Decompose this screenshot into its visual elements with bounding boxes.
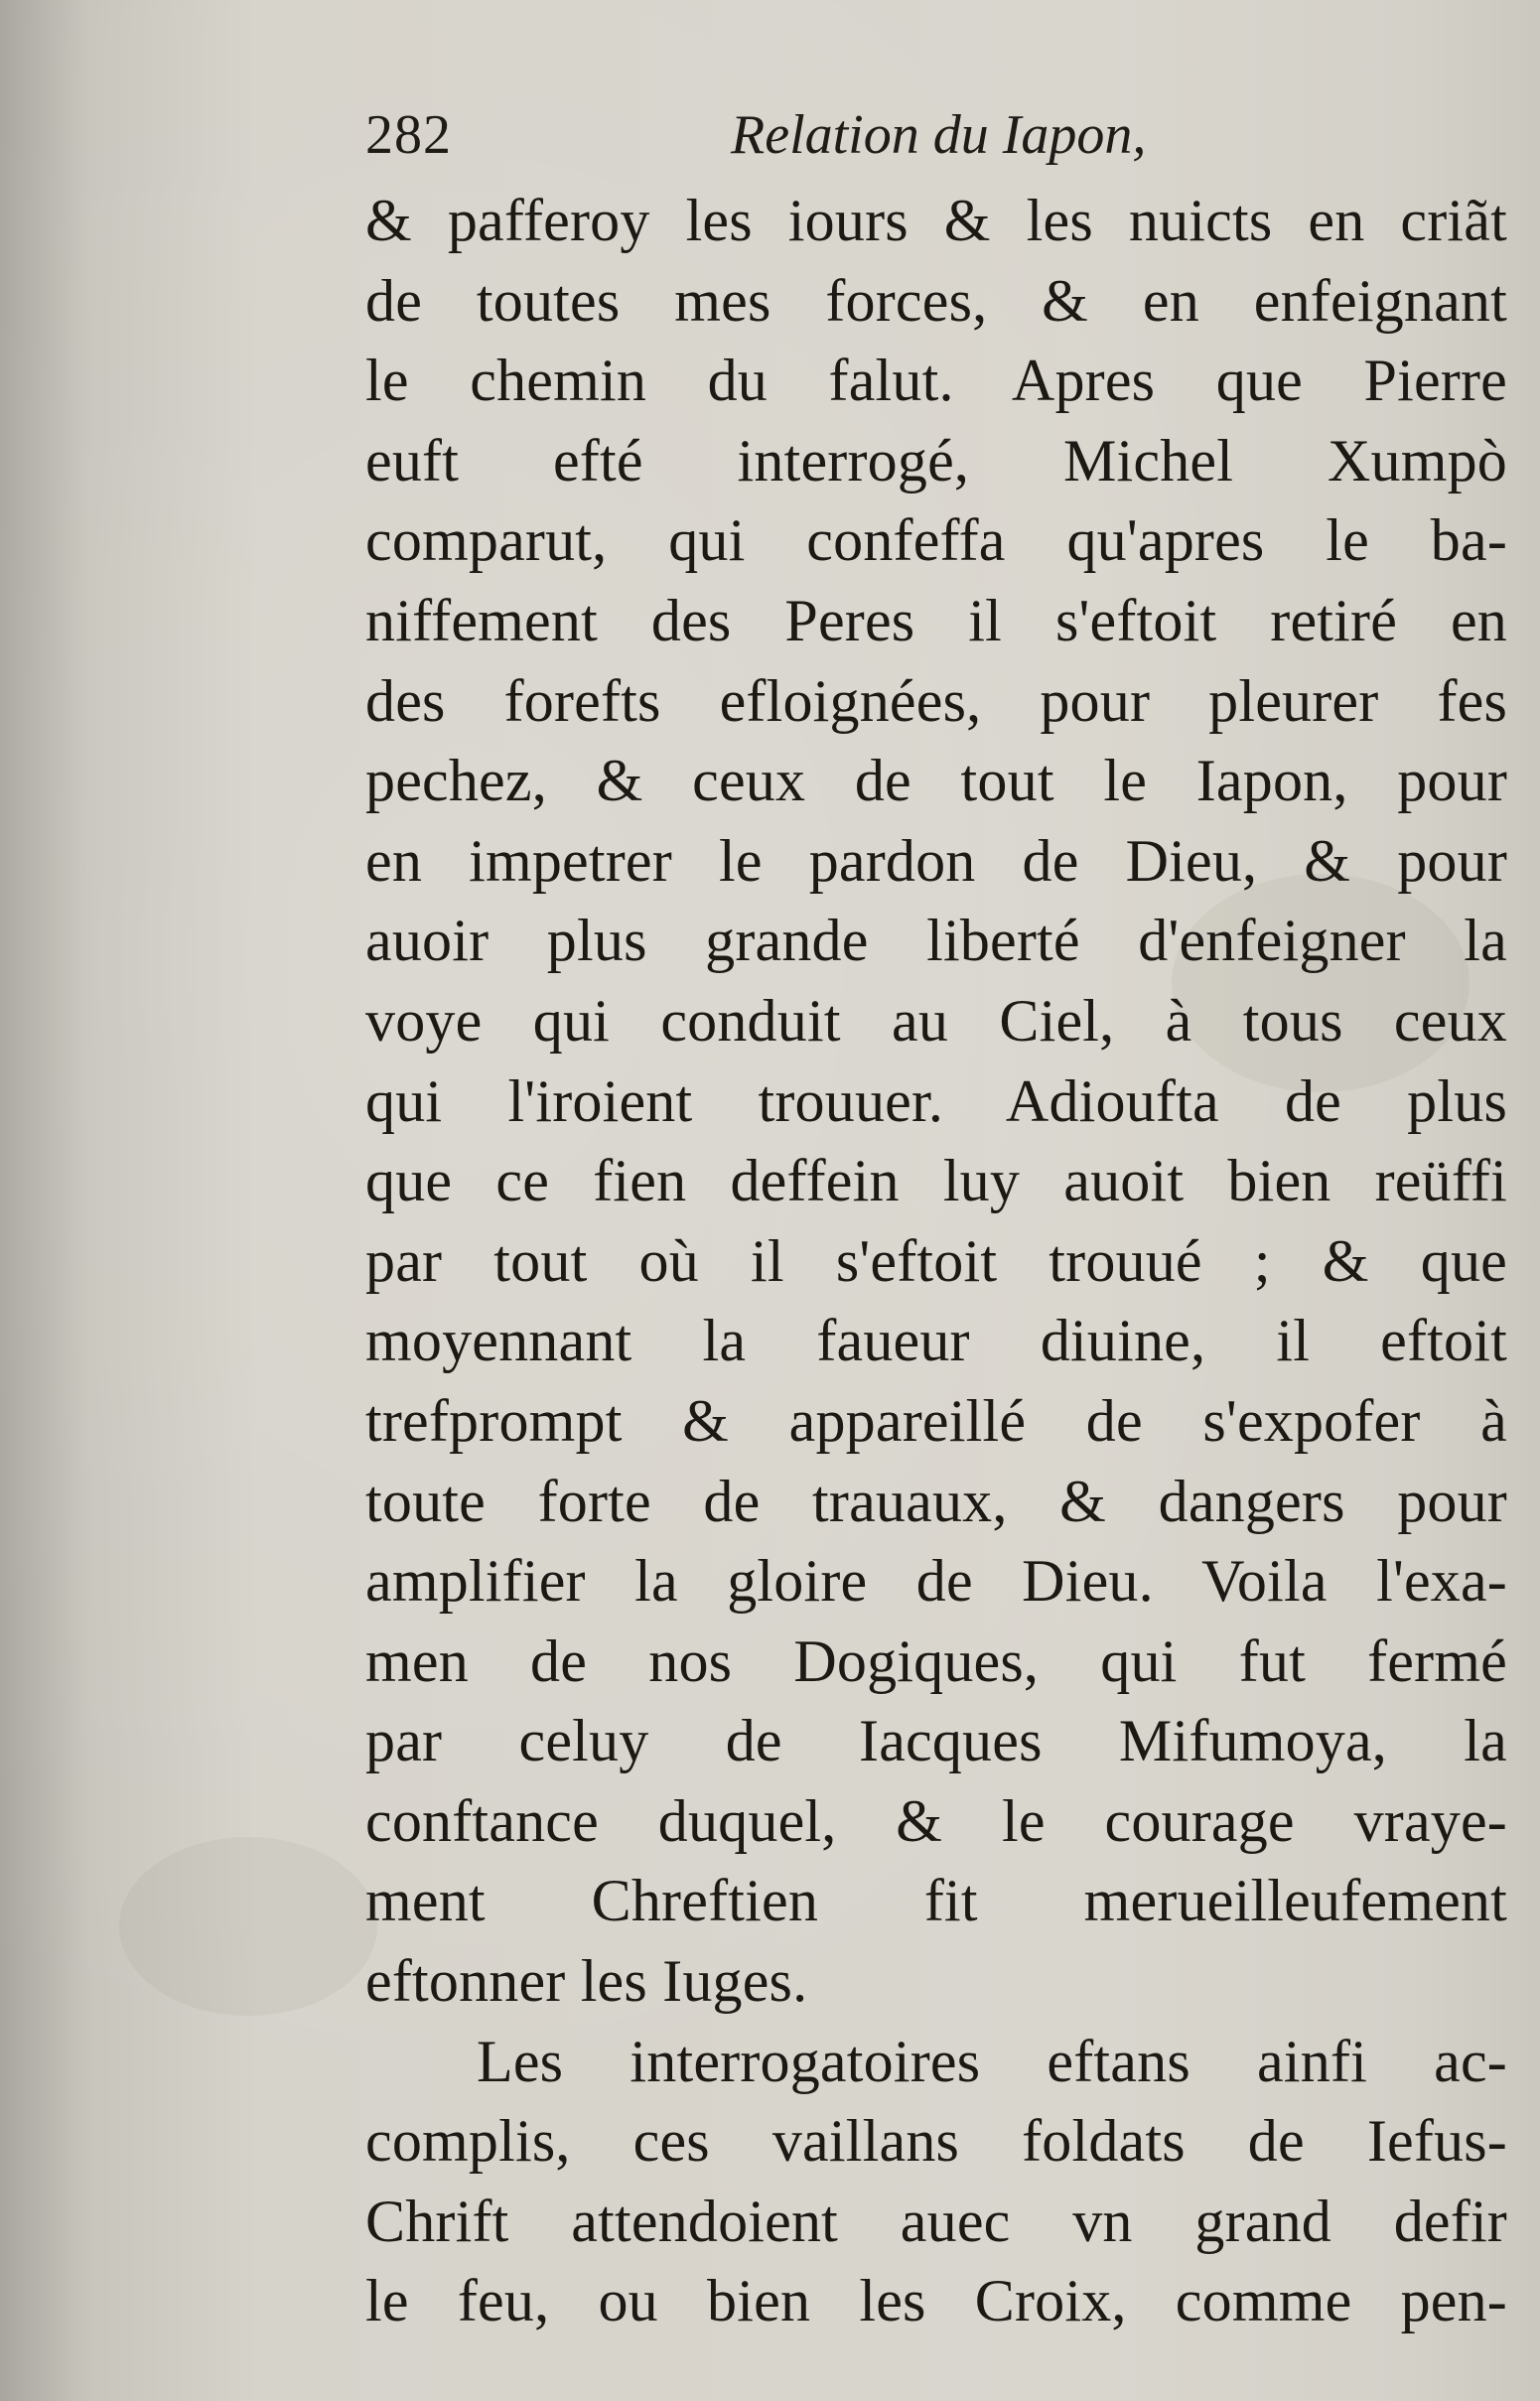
text-line: conftance duquel, & le courage vraye- [365, 1787, 1507, 1854]
text-line: euft efté interrogé, Michel Xumpò [365, 427, 1507, 494]
text-line: en impetrer le pardon de Dieu, & pour [365, 827, 1507, 894]
running-title: Relation du Iapon, [731, 104, 1147, 166]
text-line: des forefts efloignées, pour pleurer fes [365, 667, 1507, 734]
text-line: de toutes mes forces, & en enfeignant [365, 267, 1507, 334]
page-header [365, 99, 1507, 179]
text-line: le feu, ou bien les Croix, comme pen- [365, 2268, 1507, 2334]
text-line: Chrift attendoient auec vn grand defir [365, 2188, 1507, 2254]
text-line: Les interrogatoires eftans ainfi ac- [477, 2028, 1507, 2094]
text-line: voye qui conduit au Ciel, à tous ceux [365, 987, 1507, 1054]
text-line: pechez, & ceux de tout le Iapon, pour [365, 748, 1507, 814]
text-line: auoir plus grande liberté d'enfeigner la [365, 908, 1507, 974]
body-text [365, 181, 1507, 2341]
text-line: toute forte de trauaux, & dangers pour [365, 1468, 1507, 1534]
paper-stain [119, 1837, 377, 2016]
page-number: 282 [365, 104, 452, 166]
text-line: eftonner les Iuges. [365, 1948, 808, 2015]
text-line: comparut, qui confeffa qu'apres le ba- [365, 507, 1507, 574]
text-line: par tout où il s'eftoit trouué ; & que [365, 1227, 1507, 1294]
text-line: amplifier la gloire de Dieu. Voila l'exa- [365, 1548, 1507, 1615]
text-line: & pafferoy les iours & les nuicts en criãt [365, 188, 1507, 253]
text-line: complis, ces vaillans foldats de Iefus- [365, 2108, 1507, 2175]
text-line: niffement des Peres il s'eftoit retiré en [365, 587, 1507, 653]
text-line: le chemin du falut. Apres que Pierre [365, 348, 1507, 414]
text-line: qui l'iroient trouuer. Adioufta de plus [365, 1067, 1507, 1134]
text-line: par celuy de Iacques Mifumoya, la [365, 1708, 1507, 1774]
text-line: ment Chreftien fit merueilleufement [365, 1868, 1507, 1934]
text-line: moyennant la faueur diuine, il eftoit [365, 1308, 1507, 1374]
text-line: que ce fien deffein luy auoit bien reüffi [365, 1148, 1507, 1214]
text-line: men de nos Dogiques, qui fut fermé [365, 1627, 1507, 1694]
text-line: trefprompt & appareillé de s'expofer à [365, 1387, 1507, 1454]
